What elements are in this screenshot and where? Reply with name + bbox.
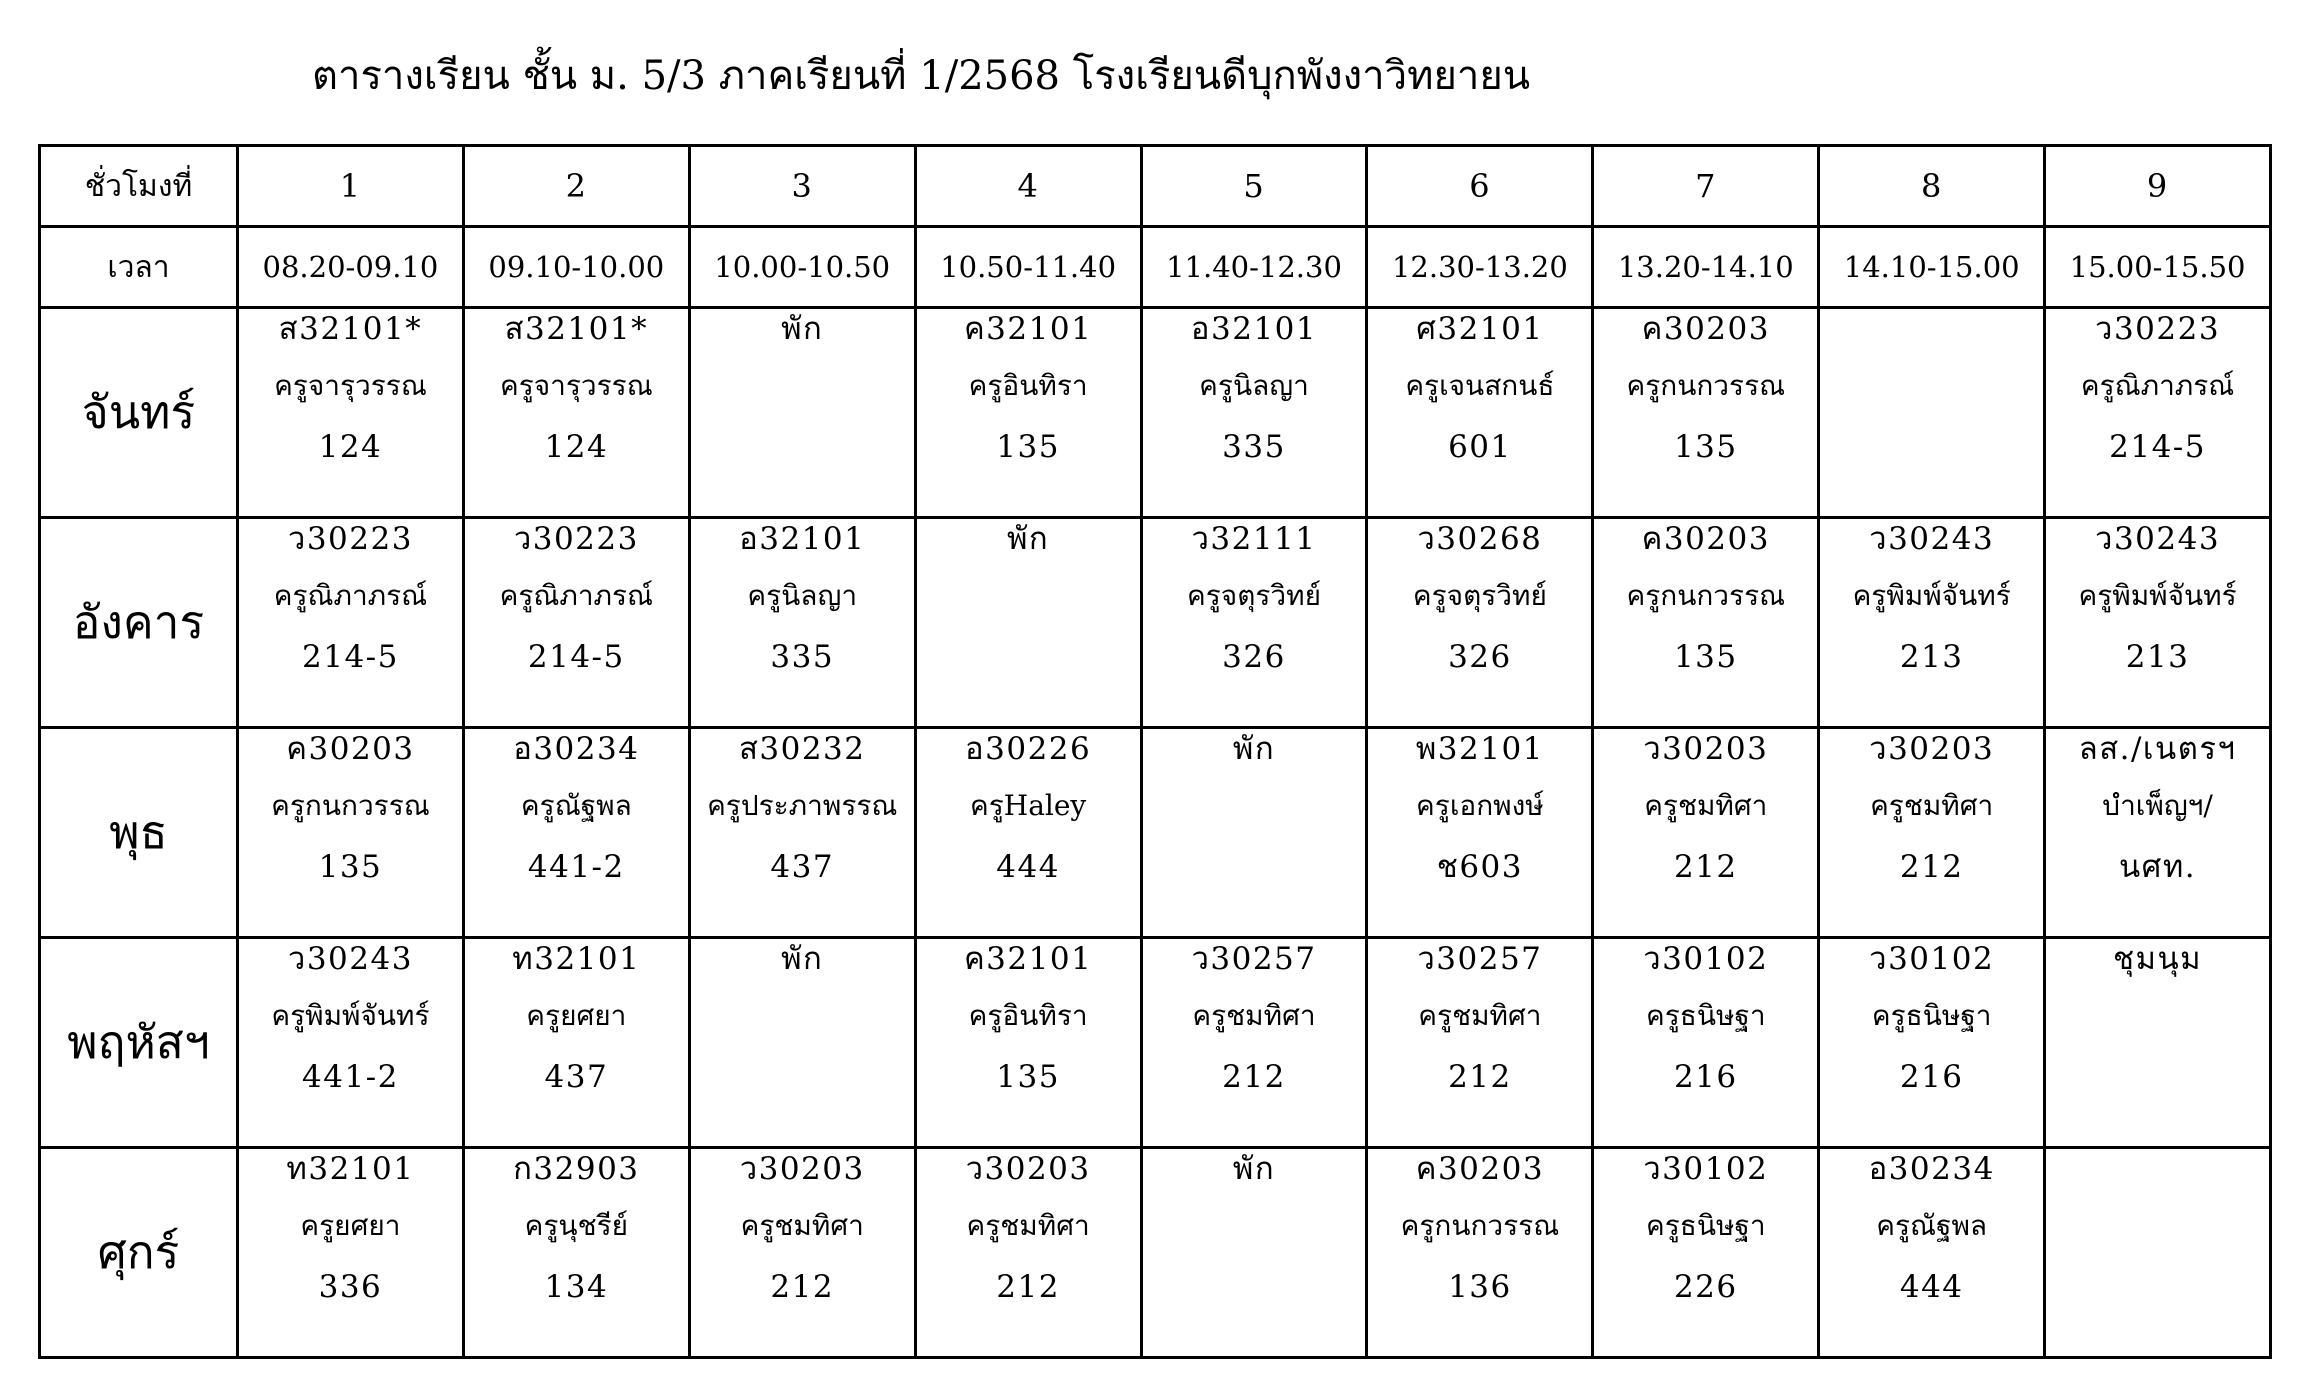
schedule-cell (1141, 308, 1367, 518)
subject-code: พัก (781, 941, 824, 977)
teacher-name: ครูณัฐพล (1876, 1209, 1988, 1242)
room-number: 213 (1899, 639, 1964, 675)
schedule-cell (1819, 728, 2045, 938)
schedule-cell (1819, 938, 2045, 1148)
schedule-cell (1141, 1148, 1367, 1358)
room-number: 336 (318, 1269, 383, 1305)
teacher-name: ครูกนกวรรณ (1626, 369, 1786, 402)
schedule-cell (463, 518, 689, 728)
schedule-cell (238, 1148, 464, 1358)
room-number: 326 (1448, 639, 1512, 675)
schedule-cell (1593, 308, 1819, 518)
room-number: 135 (996, 1059, 1060, 1095)
subject-code: อ30234 (1868, 1151, 1995, 1187)
subject-code: ว30257 (1191, 941, 1317, 977)
period-time: 13.20-14.10 (1593, 227, 1819, 308)
schedule-cell (1141, 728, 1367, 938)
schedule-cell (2045, 938, 2271, 1148)
period-number-row (40, 146, 2271, 227)
room-number: 214-5 (302, 639, 399, 675)
schedule-cell (915, 1148, 1141, 1358)
time-label: เวลา (40, 227, 238, 308)
room-number: 226 (1673, 1269, 1738, 1305)
schedule-cell (238, 308, 464, 518)
room-number: 135 (318, 849, 383, 885)
hour-label: ชั่วโมงที่ (40, 146, 238, 227)
schedule-cell (1593, 938, 1819, 1148)
teacher-name: ครูชมทิศา (1418, 999, 1542, 1032)
schedule-cell (2045, 728, 2271, 938)
schedule-cell (2045, 518, 2271, 728)
schedule-cell (463, 1148, 689, 1358)
teacher-name: ครูณิภาภรณ์ (499, 579, 654, 612)
teacher-name: ครูชมทิศา (1192, 999, 1316, 1032)
day-row (40, 728, 2271, 938)
period-number: 1 (238, 146, 464, 227)
day-name: จันทร์ (40, 308, 238, 518)
schedule-cell (1367, 1148, 1593, 1358)
subject-code: ชุมนุม (2113, 941, 2203, 977)
period-time-row (40, 227, 2271, 308)
teacher-name: ครูกนกวรรณ (271, 789, 430, 822)
schedule-cell (1141, 518, 1367, 728)
schedule-cell (1367, 308, 1593, 518)
room-number: 212 (996, 1269, 1060, 1305)
schedule-cell (1367, 728, 1593, 938)
schedule-cell (2045, 308, 2271, 518)
room-number: 212 (1222, 1059, 1286, 1095)
teacher-name: ครูนิลญา (747, 579, 858, 612)
schedule-cell (1593, 1148, 1819, 1358)
teacher-name: ครูจตุรวิทย์ (1412, 579, 1547, 612)
subject-code: ส32101* (504, 311, 649, 347)
teacher-name: ครูชมทิศา (1644, 789, 1768, 822)
room-number: 212 (770, 1269, 835, 1305)
room-number: 437 (544, 1059, 609, 1095)
schedule-cell (915, 938, 1141, 1148)
room-number: 135 (1673, 639, 1738, 675)
day-name: พฤหัสฯ (40, 938, 238, 1148)
teacher-name: ครูยศยา (300, 1209, 401, 1242)
teacher-name: ครูชมทิศา (966, 1209, 1090, 1242)
room-number: 136 (1448, 1269, 1512, 1305)
teacher-name: ครูยศยา (526, 999, 627, 1032)
teacher-name: บำเพ็ญฯ/ (2102, 789, 2213, 822)
room-number: 441-2 (302, 1059, 399, 1095)
subject-code: ว30268 (1417, 521, 1543, 557)
subject-code: ก32903 (513, 1151, 640, 1187)
subject-code: ว30203 (739, 1151, 865, 1187)
subject-code: ว30102 (1643, 941, 1769, 977)
schedule-cell (238, 728, 464, 938)
room-number: 212 (1448, 1059, 1512, 1095)
teacher-name: ครูอินทิรา (968, 369, 1088, 402)
room-number: ช603 (1436, 849, 1523, 885)
subject-code: ว30203 (1869, 731, 1995, 767)
schedule-cell (1593, 518, 1819, 728)
teacher-name: ครูกนกวรรณ (1626, 579, 1786, 612)
day-name: ศุกร์ (40, 1148, 238, 1358)
teacher-name: ครูธนิษฐา (1645, 1209, 1766, 1242)
day-name: พุธ (40, 728, 238, 938)
subject-code: อ32101 (1190, 311, 1318, 347)
schedule-cell (1819, 518, 2045, 728)
subject-code: ว30243 (2095, 521, 2221, 557)
subject-code: ว30203 (965, 1151, 1091, 1187)
room-number: 134 (544, 1269, 609, 1305)
teacher-name: ครูอินทิรา (968, 999, 1088, 1032)
schedule-cell (463, 728, 689, 938)
teacher-name: ครูพิมพ์จันทร์ (2078, 579, 2237, 612)
room-number: 601 (1448, 429, 1512, 465)
subject-code: พัก (1232, 1151, 1276, 1187)
room-number: 335 (770, 639, 835, 675)
room-number: 212 (1899, 849, 1964, 885)
schedule-cell (463, 938, 689, 1148)
schedule-cell (915, 518, 1141, 728)
subject-code: ค30203 (1415, 1151, 1545, 1187)
period-number: 9 (2045, 146, 2271, 227)
subject-code: ค30203 (286, 731, 415, 767)
period-number: 5 (1141, 146, 1367, 227)
teacher-name: ครูพิมพ์จันทร์ (1852, 579, 2011, 612)
period-number: 2 (463, 146, 689, 227)
teacher-name: ครูชมทิศา (740, 1209, 864, 1242)
teacher-name: ครูHaley (970, 789, 1087, 822)
day-name: อังคาร (40, 518, 238, 728)
page-title: ตารางเรียน ชั้น ม. 5/3 ภาคเรียนที่ 1/2568 โรงเรียนดีบุกพังงาวิทยายน (312, 53, 1531, 99)
subject-code: ว30223 (513, 521, 639, 557)
teacher-name: ครูกนกวรรณ (1400, 1209, 1560, 1242)
teacher-name: ครูเอกพงษ์ (1416, 789, 1544, 822)
teacher-name: ครูณิภาภรณ์ (2080, 369, 2235, 402)
period-number: 6 (1367, 146, 1593, 227)
schedule-cell (1367, 938, 1593, 1148)
teacher-name: ครูนุชรีย์ (524, 1209, 629, 1242)
subject-code: ว30102 (1643, 1151, 1769, 1187)
teacher-name: ครูจตุรวิทย์ (1187, 579, 1321, 612)
schedule-cell (2045, 1148, 2271, 1358)
schedule-cell (1141, 938, 1367, 1148)
schedule-cell (1819, 1148, 2045, 1358)
subject-code: ว30243 (287, 941, 413, 977)
teacher-name: ครูประภาพรรณ (707, 789, 898, 822)
subject-code: ว30223 (287, 521, 413, 557)
room-number: 444 (996, 849, 1060, 885)
teacher-name: ครูพิมพ์จันทร์ (271, 999, 430, 1032)
schedule-cell (1367, 518, 1593, 728)
schedule-cell (689, 308, 915, 518)
schedule-cell (689, 1148, 915, 1358)
period-time: 11.40-12.30 (1141, 227, 1367, 308)
room-number: 216 (1673, 1059, 1738, 1095)
day-row (40, 308, 2271, 518)
room-number: 441-2 (527, 849, 625, 885)
subject-code: ค32101 (963, 311, 1093, 347)
subject-code: พัก (1232, 731, 1276, 767)
subject-code: ค30203 (1641, 311, 1770, 347)
period-time: 15.00-15.50 (2045, 227, 2271, 308)
subject-code: อ30226 (965, 731, 1092, 767)
room-number: 335 (1222, 429, 1286, 465)
room-number: นศท. (2118, 849, 2197, 885)
subject-code: ว30203 (1643, 731, 1769, 767)
room-number: 214-5 (2109, 429, 2206, 465)
subject-code: ค30203 (1641, 521, 1770, 557)
room-number: 444 (1899, 1269, 1964, 1305)
schedule-cell (238, 518, 464, 728)
room-number: 124 (544, 429, 609, 465)
subject-code: ว30223 (2095, 311, 2221, 347)
period-time: 14.10-15.00 (1819, 227, 2045, 308)
room-number: 213 (2125, 639, 2190, 675)
subject-code: อ30234 (513, 731, 640, 767)
subject-code: พัก (781, 311, 824, 347)
teacher-name: ครูจารุวรรณ (274, 369, 427, 402)
teacher-name: ครูจารุวรรณ (499, 369, 653, 402)
day-row (40, 938, 2271, 1148)
room-number: 437 (770, 849, 835, 885)
subject-code: ว30257 (1417, 941, 1543, 977)
subject-code: ท32101 (512, 941, 641, 977)
period-time: 10.00-10.50 (689, 227, 915, 308)
room-number: 326 (1222, 639, 1286, 675)
teacher-name: ครูณิภาภรณ์ (273, 579, 428, 612)
room-number: 124 (318, 429, 383, 465)
room-number: 214-5 (527, 639, 625, 675)
teacher-name: ครูธนิษฐา (1871, 999, 1992, 1032)
subject-code: ลส./เนตรฯ (2078, 731, 2237, 767)
teacher-name: ครูเจนสกนธ์ (1405, 369, 1555, 402)
schedule-cell (689, 728, 915, 938)
schedule-cell (1819, 308, 2045, 518)
subject-code: พ32101 (1415, 731, 1544, 767)
schedule-cell (689, 938, 915, 1148)
period-number: 4 (915, 146, 1141, 227)
period-time: 12.30-13.20 (1367, 227, 1593, 308)
room-number: 212 (1673, 849, 1738, 885)
teacher-name: ครูณัฐพล (520, 789, 632, 822)
subject-code: ว30102 (1869, 941, 1995, 977)
period-number: 8 (1819, 146, 2045, 227)
schedule-cell (689, 518, 915, 728)
schedule-cell (915, 728, 1141, 938)
schedule-cell (915, 308, 1141, 518)
subject-code: ศ32101 (1416, 311, 1544, 347)
subject-code: ว32111 (1191, 521, 1317, 557)
subject-code: พัก (1007, 521, 1050, 557)
period-time: 08.20-09.10 (238, 227, 464, 308)
day-row (40, 1148, 2271, 1358)
subject-code: ส30232 (738, 731, 866, 767)
teacher-name: ครูชมทิศา (1870, 789, 1994, 822)
schedule-cell (238, 938, 464, 1148)
room-number: 135 (1673, 429, 1738, 465)
subject-code: ส32101* (278, 311, 423, 347)
schedule-cell (463, 308, 689, 518)
room-number: 216 (1899, 1059, 1964, 1095)
room-number: 135 (996, 429, 1060, 465)
subject-code: ค32101 (963, 941, 1093, 977)
subject-code: ว30243 (1869, 521, 1995, 557)
period-time: 09.10-10.00 (463, 227, 689, 308)
day-row (40, 518, 2271, 728)
subject-code: ท32101 (286, 1151, 415, 1187)
schedule-cell (1593, 728, 1819, 938)
timetable (38, 144, 2272, 1359)
teacher-name: ครูนิลญา (1199, 369, 1309, 402)
period-number: 3 (689, 146, 915, 227)
period-time: 10.50-11.40 (915, 227, 1141, 308)
teacher-name: ครูธนิษฐา (1645, 999, 1766, 1032)
subject-code: อ32101 (739, 521, 866, 557)
period-number: 7 (1593, 146, 1819, 227)
